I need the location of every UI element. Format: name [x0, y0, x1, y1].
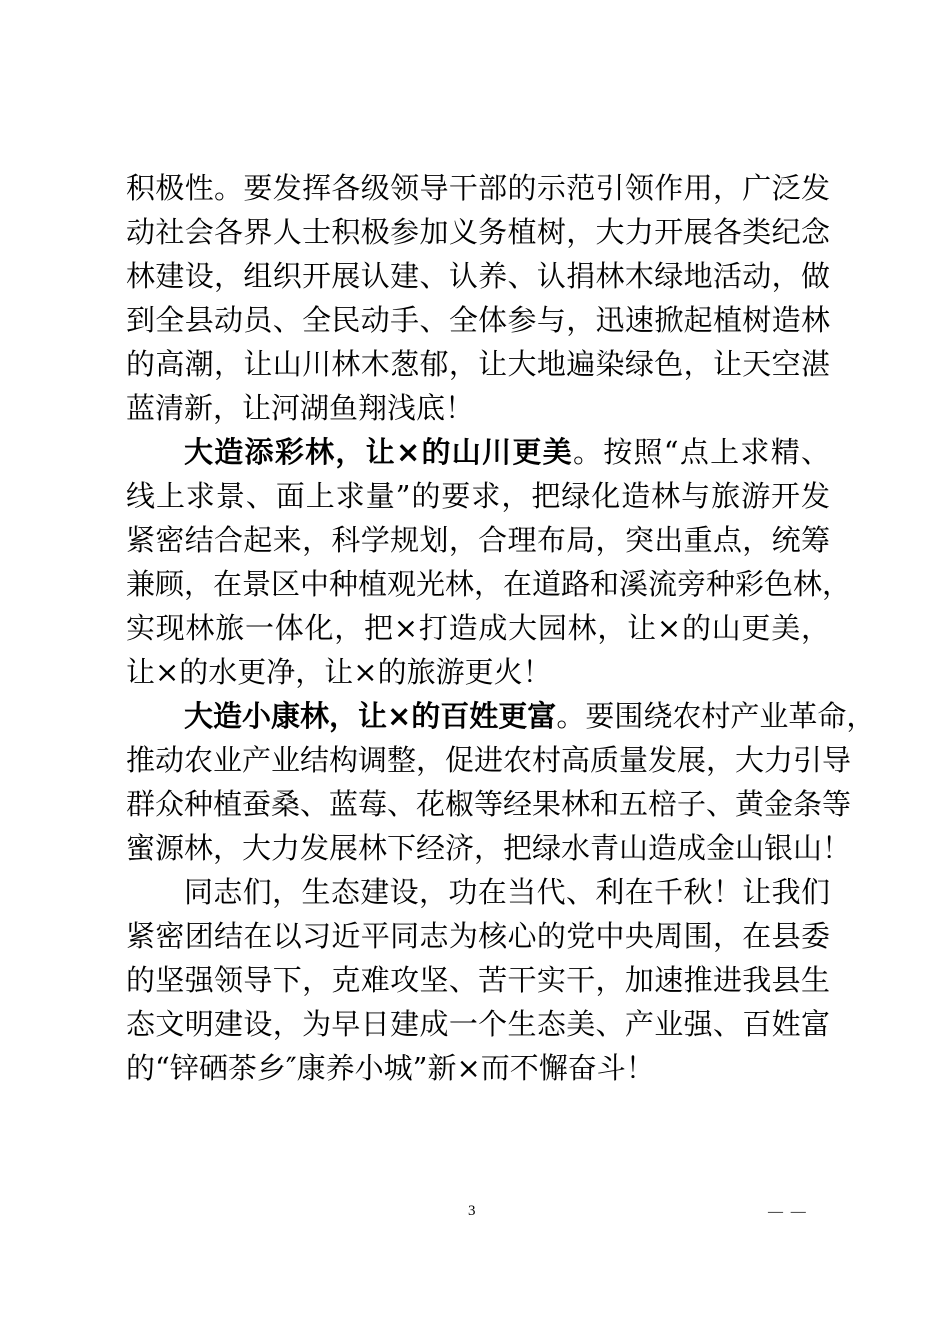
text-line: 同志们，生态建设，功在当代、利在千秋！让我们: [184, 875, 830, 909]
body-text: [126, 166, 876, 1090]
text-line: 让×的水更净，让×的旅游更火！: [126, 655, 552, 689]
text-line: 群众种植蚕桑、蓝莓、花椒等经果林和五棓子、黄金条等: [126, 787, 852, 821]
text-line: 积极性。要发挥各级领导干部的示范引领作用，广泛发: [126, 171, 830, 205]
paragraph-heading: 大造添彩林，让×的山川更美: [184, 435, 573, 469]
paragraph-heading: 大造小康林，让×的百姓更富: [184, 699, 557, 733]
text-line: 的坚强领导下，克难攻坚、苦干实干，加速推进我县生: [126, 963, 830, 997]
text-line: 线上求景、面上求量”的要求，把绿化造林与旅游开发: [126, 479, 830, 513]
text-line: 动社会各界人士积极参加义务植树，大力开展各类纪念: [126, 215, 830, 249]
text-line: 推动农业产业结构调整，促进农村高质量发展，大力引导: [126, 743, 852, 777]
text-line: 蜜源林，大力发展林下经济，把绿水青山造成金山银山！: [126, 831, 852, 865]
paragraph-2: [126, 430, 852, 694]
footer-dash: — —: [768, 1204, 808, 1220]
text-line: 的高潮，让山川林木葱郁，让大地遍染绿色，让天空湛: [126, 347, 830, 381]
text-line: 林建设，组织开展认建、认养、认捐林木绿地活动，做: [126, 259, 830, 293]
text-line: 实现林旅一体化，把×打造成大园林，让×的山更美，: [126, 611, 830, 645]
paragraph-4: [126, 870, 830, 1090]
text-line: 紧密结合起来，科学规划，合理布局，突出重点，统筹: [126, 523, 830, 557]
paragraph-text: 。要围绕农村产业革命，: [556, 699, 876, 733]
text-line: 到全县动员、全民动手、全体参与，迅速掀起植树造林: [126, 303, 830, 337]
text-line: 的“锌硒茶乡″康养小城”新×而不懈奋斗！: [126, 1051, 655, 1085]
paragraph-3: [126, 694, 876, 870]
text-line: 态文明建设，为早日建成一个生态美、产业强、百姓富: [126, 1007, 830, 1041]
paragraph-text: 。按照“点上求精、: [572, 435, 830, 469]
paragraph-1: [126, 166, 830, 430]
page-number: 3: [468, 1203, 476, 1219]
text-line: 蓝清新，让河湖鱼翔浅底！: [126, 391, 475, 425]
text-line: [126, 430, 830, 474]
text-line: [126, 694, 876, 738]
text-line: 紧密团结在以习近平同志为核心的党中央周围，在县委: [126, 919, 830, 953]
text-line: 兼顾，在景区中种植观光林，在道路和溪流旁种彩色林，: [126, 567, 852, 601]
